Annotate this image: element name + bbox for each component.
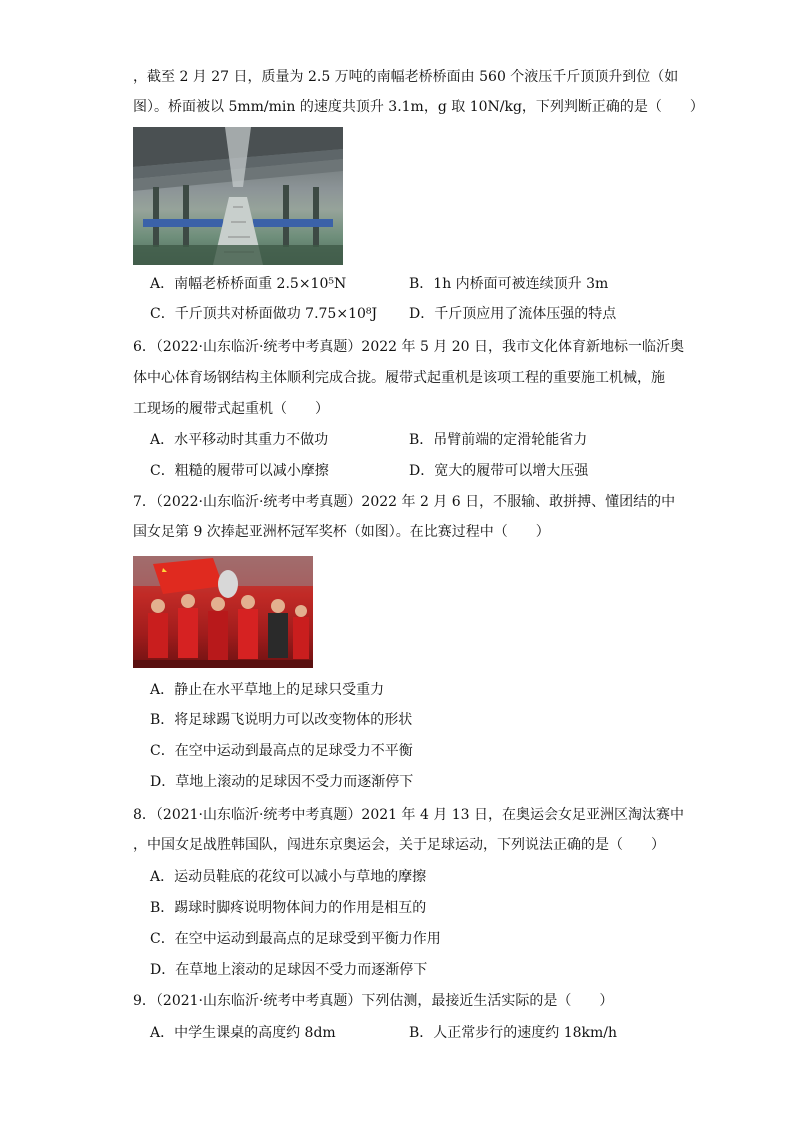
q6-text-line-2: 体中心体育场钢结构主体顺利完成合拢。履带式起重机是该项工程的重要施工机械，施	[133, 370, 665, 386]
q6-option-a: A．水平移动时其重力不做功	[150, 432, 329, 448]
q5-option-a: A．南幅老桥桥面重 2.5×10⁵N	[150, 276, 347, 292]
q5-option-b: B．1h 内桥面可被连续顶升 3m	[409, 276, 609, 292]
q7-option-a: A．静止在水平草地上的足球只受重力	[150, 682, 385, 698]
womens-football-team-photo	[133, 556, 313, 668]
q6-option-c: C．粗糙的履带可以减小摩擦	[150, 463, 329, 479]
q6-option-d: D．宽大的履带可以增大压强	[409, 463, 589, 479]
q9-option-a: A．中学生课桌的高度约 8dm	[150, 1025, 336, 1041]
q8-option-a: A．运动员鞋底的花纹可以减小与草地的摩擦	[150, 869, 427, 885]
q8-option-d: D．在草地上滚动的足球因不受力而逐渐停下	[150, 962, 428, 978]
q7-option-b: B．将足球踢飞说明力可以改变物体的形状	[150, 712, 413, 728]
q7-option-c: C．在空中运动到最高点的足球受力不平衡	[150, 743, 413, 759]
bridge-jacking-photo	[133, 127, 343, 265]
q5-option-c: C．千斤顶共对桥面做功 7.75×10⁸J	[150, 306, 378, 322]
q5-option-d: D．千斤顶应用了流体压强的特点	[409, 306, 617, 322]
q8-option-b: B．踢球时脚疼说明物体间力的作用是相互的	[150, 900, 427, 916]
q6-text-line-3: 工现场的履带式起重机（ ）	[133, 401, 329, 417]
q8-text-line-2: ，中国女足战胜韩国队，闯进东京奥运会，关于足球运动，下列说法正确的是（ ）	[133, 837, 665, 853]
q6-option-b: B．吊臂前端的定滑轮能省力	[409, 432, 588, 448]
q7-text-line-2: 国女足第 9 次捧起亚洲杯冠军奖杯（如图）。在比赛过程中（ ）	[133, 524, 550, 540]
q9-option-b: B．人正常步行的速度约 18km/h	[409, 1025, 618, 1041]
q9-text-line-1: 9．（2021·山东临沂·统考中考真题）下列估测，最接近生活实际的是（ ）	[133, 993, 614, 1009]
q5-text-line-1: ，截至 2 月 27 日，质量为 2.5 万吨的南幅老桥桥面由 560 个液压千斤顶顶升到位（如	[133, 69, 679, 85]
q7-option-d: D．草地上滚动的足球因不受力而逐渐停下	[150, 774, 414, 790]
q7-text-line-1: 7．（2022·山东临沂·统考中考真题）2022 年 2 月 6 日，不服输、敢拼搏、懂团结的中	[133, 494, 676, 510]
q5-text-line-2: 图）。桥面被以 5mm/min 的速度共顶升 3.1m，g 取 10N/kg，下列判断正确的是（ ）	[133, 99, 704, 115]
q8-text-line-1: 8．（2021·山东临沂·统考中考真题）2021 年 4 月 13 日，在奥运会女足亚洲区淘汰赛中	[133, 807, 685, 823]
q8-option-c: C．在空中运动到最高点的足球受到平衡力作用	[150, 931, 441, 947]
q6-text-line-1: 6．（2022·山东临沂·统考中考真题）2022 年 5 月 20 日，我市文化体育新地标一临沂奥	[133, 339, 685, 355]
